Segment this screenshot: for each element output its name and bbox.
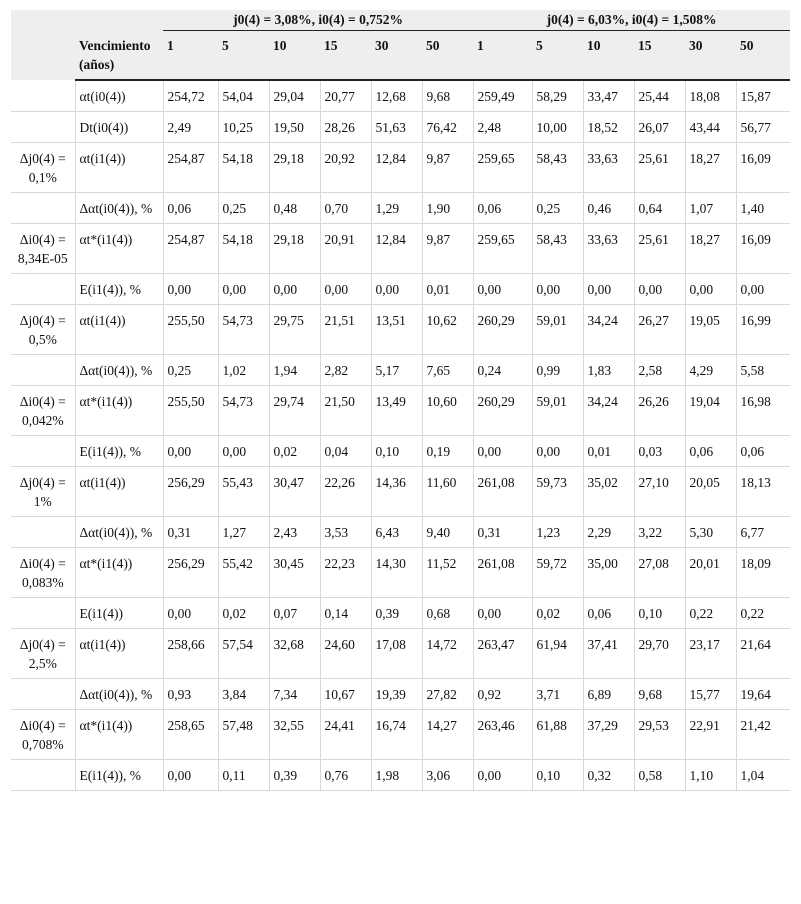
table-row (11, 760, 790, 791)
table-body (11, 80, 790, 791)
value-cell: 54,18 (218, 143, 269, 193)
value-cell: 16,98 (736, 386, 790, 436)
value-cell: 2,43 (269, 517, 320, 548)
table-row (11, 436, 790, 467)
value-cell: 0,02 (269, 436, 320, 467)
value-cell: 0,03 (634, 436, 685, 467)
table-row (11, 629, 790, 679)
value-cell: 28,26 (320, 112, 371, 143)
value-cell: 9,68 (422, 80, 473, 112)
value-cell: 12,84 (371, 224, 422, 274)
scenario-label: Δi0(4) = 0,708% (11, 710, 75, 760)
value-cell: 19,39 (371, 679, 422, 710)
value-cell: 261,08 (473, 467, 532, 517)
value-cell: 263,47 (473, 629, 532, 679)
value-cell: 58,29 (532, 80, 583, 112)
value-cell: 0,14 (320, 598, 371, 629)
value-cell: 259,65 (473, 143, 532, 193)
value-cell: 10,62 (422, 305, 473, 355)
value-cell: 0,99 (532, 355, 583, 386)
value-cell: 22,91 (685, 710, 736, 760)
value-cell: 1,94 (269, 355, 320, 386)
value-cell: 22,23 (320, 548, 371, 598)
value-cell: 11,60 (422, 467, 473, 517)
measure-label: E(i1(4)), % (75, 274, 163, 305)
value-cell: 0,01 (422, 274, 473, 305)
value-cell: 0,00 (163, 436, 218, 467)
scenario-label (11, 274, 75, 305)
value-cell: 0,02 (218, 598, 269, 629)
value-cell: 3,22 (634, 517, 685, 548)
table-row (11, 305, 790, 355)
value-cell: 43,44 (685, 112, 736, 143)
scenario-label (11, 355, 75, 386)
value-cell: 14,30 (371, 548, 422, 598)
value-cell: 3,06 (422, 760, 473, 791)
value-cell: 19,05 (685, 305, 736, 355)
scenario-label: Δj0(4) = 0,5% (11, 305, 75, 355)
table-row (11, 274, 790, 305)
value-cell: 13,49 (371, 386, 422, 436)
value-cell: 6,43 (371, 517, 422, 548)
value-cell: 33,63 (583, 143, 634, 193)
value-cell: 20,91 (320, 224, 371, 274)
value-cell: 0,00 (320, 274, 371, 305)
value-cell: 29,75 (269, 305, 320, 355)
table-row (11, 710, 790, 760)
measure-label: Δαt(i0(4)), % (75, 193, 163, 224)
header-corner (11, 10, 75, 80)
value-cell: 0,00 (532, 436, 583, 467)
value-cell: 0,06 (473, 193, 532, 224)
value-cell: 20,77 (320, 80, 371, 112)
value-cell: 0,76 (320, 760, 371, 791)
value-cell: 256,29 (163, 548, 218, 598)
value-cell: 10,00 (532, 112, 583, 143)
value-cell: 0,00 (473, 274, 532, 305)
value-cell: 19,04 (685, 386, 736, 436)
maturity-col-header: 10 (269, 31, 320, 81)
value-cell: 24,41 (320, 710, 371, 760)
value-cell: 0,00 (685, 274, 736, 305)
value-cell: 5,17 (371, 355, 422, 386)
value-cell: 1,23 (532, 517, 583, 548)
value-cell: 0,25 (532, 193, 583, 224)
value-cell: 258,65 (163, 710, 218, 760)
value-cell: 260,29 (473, 305, 532, 355)
measure-label: αt*(i1(4)) (75, 224, 163, 274)
value-cell: 57,48 (218, 710, 269, 760)
value-cell: 254,87 (163, 224, 218, 274)
value-cell: 11,52 (422, 548, 473, 598)
value-cell: 21,50 (320, 386, 371, 436)
value-cell: 25,61 (634, 143, 685, 193)
value-cell: 37,41 (583, 629, 634, 679)
value-cell: 1,10 (685, 760, 736, 791)
value-cell: 2,82 (320, 355, 371, 386)
table-row (11, 548, 790, 598)
value-cell: 1,07 (685, 193, 736, 224)
group-header-2: j0(4) = 6,03%, i0(4) = 1,508% (473, 10, 790, 31)
value-cell: 29,04 (269, 80, 320, 112)
value-cell: 34,24 (583, 305, 634, 355)
value-cell: 18,13 (736, 467, 790, 517)
value-cell: 18,52 (583, 112, 634, 143)
value-cell: 2,58 (634, 355, 685, 386)
measure-label: αt(i1(4)) (75, 143, 163, 193)
value-cell: 20,05 (685, 467, 736, 517)
table-row (11, 80, 790, 112)
scenario-label (11, 436, 75, 467)
value-cell: 0,64 (634, 193, 685, 224)
value-cell: 14,36 (371, 467, 422, 517)
value-cell: 54,73 (218, 386, 269, 436)
value-cell: 0,92 (473, 679, 532, 710)
value-cell: 16,99 (736, 305, 790, 355)
value-cell: 59,73 (532, 467, 583, 517)
value-cell: 0,19 (422, 436, 473, 467)
value-cell: 30,45 (269, 548, 320, 598)
value-cell: 7,65 (422, 355, 473, 386)
value-cell: 33,47 (583, 80, 634, 112)
maturity-col-header: 50 (422, 31, 473, 81)
value-cell: 29,74 (269, 386, 320, 436)
scenario-label: Δi0(4) = 8,34E-05 (11, 224, 75, 274)
value-cell: 0,32 (583, 760, 634, 791)
measure-label: αt*(i1(4)) (75, 548, 163, 598)
scenario-label (11, 517, 75, 548)
value-cell: 0,00 (473, 598, 532, 629)
table-row (11, 193, 790, 224)
value-cell: 258,66 (163, 629, 218, 679)
value-cell: 10,60 (422, 386, 473, 436)
value-cell: 37,29 (583, 710, 634, 760)
measure-label: E(i1(4)), % (75, 436, 163, 467)
value-cell: 29,18 (269, 143, 320, 193)
value-cell: 54,73 (218, 305, 269, 355)
value-cell: 2,29 (583, 517, 634, 548)
measure-label: αt*(i1(4)) (75, 710, 163, 760)
value-cell: 0,00 (269, 274, 320, 305)
value-cell: 0,00 (473, 760, 532, 791)
value-cell: 0,39 (269, 760, 320, 791)
measure-label: αt(i1(4)) (75, 305, 163, 355)
value-cell: 0,00 (583, 274, 634, 305)
value-cell: 26,07 (634, 112, 685, 143)
value-cell: 5,30 (685, 517, 736, 548)
value-cell: 18,08 (685, 80, 736, 112)
scenario-label (11, 193, 75, 224)
header-spacer (75, 10, 163, 31)
value-cell: 0,00 (218, 274, 269, 305)
measure-label: αt(i1(4)) (75, 629, 163, 679)
measure-label: E(i1(4)) (75, 598, 163, 629)
value-cell: 20,92 (320, 143, 371, 193)
maturity-col-header: 5 (532, 31, 583, 81)
maturity-col-header: 30 (371, 31, 422, 81)
scenario-label: Δj0(4) = 1% (11, 467, 75, 517)
value-cell: 254,87 (163, 143, 218, 193)
value-cell: 0,06 (685, 436, 736, 467)
value-cell: 0,00 (163, 274, 218, 305)
maturity-col-header: 30 (685, 31, 736, 81)
value-cell: 35,02 (583, 467, 634, 517)
value-cell: 0,46 (583, 193, 634, 224)
table-row (11, 679, 790, 710)
value-cell: 58,43 (532, 224, 583, 274)
value-cell: 34,24 (583, 386, 634, 436)
value-cell: 0,10 (371, 436, 422, 467)
vencimiento-header: Vencimiento (años) (75, 31, 163, 81)
value-cell: 18,27 (685, 224, 736, 274)
measure-label: E(i1(4)), % (75, 760, 163, 791)
value-cell: 263,46 (473, 710, 532, 760)
table-row (11, 598, 790, 629)
value-cell: 21,64 (736, 629, 790, 679)
value-cell: 0,48 (269, 193, 320, 224)
value-cell: 1,27 (218, 517, 269, 548)
value-cell: 10,67 (320, 679, 371, 710)
measure-label: Dt(i0(4)) (75, 112, 163, 143)
value-cell: 0,00 (371, 274, 422, 305)
table-header (11, 10, 790, 80)
value-cell: 15,87 (736, 80, 790, 112)
value-cell: 19,50 (269, 112, 320, 143)
value-cell: 30,47 (269, 467, 320, 517)
value-cell: 54,18 (218, 224, 269, 274)
scenario-label (11, 80, 75, 112)
value-cell: 5,58 (736, 355, 790, 386)
value-cell: 0,68 (422, 598, 473, 629)
value-cell: 6,77 (736, 517, 790, 548)
value-cell: 0,58 (634, 760, 685, 791)
value-cell: 19,64 (736, 679, 790, 710)
value-cell: 59,01 (532, 386, 583, 436)
value-cell: 59,72 (532, 548, 583, 598)
value-cell: 16,09 (736, 224, 790, 274)
value-cell: 3,84 (218, 679, 269, 710)
value-cell: 12,84 (371, 143, 422, 193)
value-cell: 0,00 (163, 760, 218, 791)
table-row (11, 143, 790, 193)
value-cell: 9,87 (422, 224, 473, 274)
table-row (11, 467, 790, 517)
value-cell: 55,42 (218, 548, 269, 598)
value-cell: 54,04 (218, 80, 269, 112)
measure-label: αt(i0(4)) (75, 80, 163, 112)
value-cell: 0,06 (163, 193, 218, 224)
value-cell: 0,00 (163, 598, 218, 629)
value-cell: 29,53 (634, 710, 685, 760)
maturity-col-header: 15 (320, 31, 371, 81)
value-cell: 0,24 (473, 355, 532, 386)
value-cell: 58,43 (532, 143, 583, 193)
value-cell: 0,31 (163, 517, 218, 548)
value-cell: 24,60 (320, 629, 371, 679)
table-row (11, 355, 790, 386)
value-cell: 27,08 (634, 548, 685, 598)
value-cell: 26,27 (634, 305, 685, 355)
value-cell: 14,72 (422, 629, 473, 679)
value-cell: 0,25 (218, 193, 269, 224)
value-cell: 16,09 (736, 143, 790, 193)
value-cell: 259,65 (473, 224, 532, 274)
value-cell: 61,88 (532, 710, 583, 760)
value-cell: 0,70 (320, 193, 371, 224)
value-cell: 10,25 (218, 112, 269, 143)
value-cell: 0,25 (163, 355, 218, 386)
maturity-col-header: 1 (473, 31, 532, 81)
value-cell: 1,04 (736, 760, 790, 791)
value-cell: 35,00 (583, 548, 634, 598)
maturity-col-header: 15 (634, 31, 685, 81)
value-cell: 254,72 (163, 80, 218, 112)
maturity-col-header: 50 (736, 31, 790, 81)
measure-label: αt*(i1(4)) (75, 386, 163, 436)
value-cell: 261,08 (473, 548, 532, 598)
scenario-label: Δi0(4) = 0,042% (11, 386, 75, 436)
value-cell: 16,74 (371, 710, 422, 760)
value-cell: 25,61 (634, 224, 685, 274)
scenario-label (11, 112, 75, 143)
value-cell: 0,06 (583, 598, 634, 629)
value-cell: 0,22 (736, 598, 790, 629)
measure-label: αt(i1(4)) (75, 467, 163, 517)
value-cell: 14,27 (422, 710, 473, 760)
value-cell: 0,00 (532, 274, 583, 305)
value-cell: 0,04 (320, 436, 371, 467)
value-cell: 22,26 (320, 467, 371, 517)
value-cell: 2,48 (473, 112, 532, 143)
value-cell: 256,29 (163, 467, 218, 517)
scenario-label: Δj0(4) = 0,1% (11, 143, 75, 193)
value-cell: 0,10 (532, 760, 583, 791)
value-cell: 0,22 (685, 598, 736, 629)
value-cell: 7,34 (269, 679, 320, 710)
value-cell: 0,00 (736, 274, 790, 305)
value-cell: 21,51 (320, 305, 371, 355)
value-cell: 1,02 (218, 355, 269, 386)
value-cell: 1,40 (736, 193, 790, 224)
maturity-col-header: 10 (583, 31, 634, 81)
measure-label: Δαt(i0(4)), % (75, 679, 163, 710)
group-header-1: j0(4) = 3,08%, i0(4) = 0,752% (163, 10, 473, 31)
scenario-label: Δj0(4) = 2,5% (11, 629, 75, 679)
value-cell: 27,10 (634, 467, 685, 517)
value-cell: 21,42 (736, 710, 790, 760)
value-cell: 18,27 (685, 143, 736, 193)
value-cell: 4,29 (685, 355, 736, 386)
value-cell: 0,00 (634, 274, 685, 305)
value-cell: 32,55 (269, 710, 320, 760)
value-cell: 25,44 (634, 80, 685, 112)
measure-label: Δαt(i0(4)), % (75, 355, 163, 386)
value-cell: 1,90 (422, 193, 473, 224)
value-cell: 0,39 (371, 598, 422, 629)
value-cell: 0,10 (634, 598, 685, 629)
value-cell: 0,00 (473, 436, 532, 467)
scenario-label (11, 598, 75, 629)
table-row (11, 517, 790, 548)
value-cell: 1,29 (371, 193, 422, 224)
value-cell: 0,31 (473, 517, 532, 548)
value-cell: 55,43 (218, 467, 269, 517)
value-cell: 259,49 (473, 80, 532, 112)
value-cell: 1,98 (371, 760, 422, 791)
value-cell: 0,01 (583, 436, 634, 467)
value-cell: 6,89 (583, 679, 634, 710)
value-cell: 1,83 (583, 355, 634, 386)
value-cell: 9,87 (422, 143, 473, 193)
value-cell: 20,01 (685, 548, 736, 598)
maturity-col-header: 5 (218, 31, 269, 81)
value-cell: 0,00 (218, 436, 269, 467)
value-cell: 57,54 (218, 629, 269, 679)
value-cell: 59,01 (532, 305, 583, 355)
value-cell: 15,77 (685, 679, 736, 710)
value-cell: 0,11 (218, 760, 269, 791)
table-row (11, 112, 790, 143)
value-cell: 255,50 (163, 305, 218, 355)
scenario-label: Δi0(4) = 0,083% (11, 548, 75, 598)
maturity-col-header: 1 (163, 31, 218, 81)
value-cell: 12,68 (371, 80, 422, 112)
value-cell: 3,71 (532, 679, 583, 710)
value-cell: 0,07 (269, 598, 320, 629)
value-cell: 260,29 (473, 386, 532, 436)
value-cell: 32,68 (269, 629, 320, 679)
value-cell: 2,49 (163, 112, 218, 143)
value-cell: 76,42 (422, 112, 473, 143)
value-cell: 18,09 (736, 548, 790, 598)
value-cell: 61,94 (532, 629, 583, 679)
value-cell: 23,17 (685, 629, 736, 679)
measure-label: Δαt(i0(4)), % (75, 517, 163, 548)
value-cell: 3,53 (320, 517, 371, 548)
value-cell: 9,68 (634, 679, 685, 710)
value-cell: 33,63 (583, 224, 634, 274)
sensitivity-table (11, 10, 790, 791)
table-row (11, 224, 790, 274)
value-cell: 17,08 (371, 629, 422, 679)
scenario-label (11, 679, 75, 710)
value-cell: 9,40 (422, 517, 473, 548)
value-cell: 29,70 (634, 629, 685, 679)
value-cell: 0,02 (532, 598, 583, 629)
value-cell: 13,51 (371, 305, 422, 355)
value-cell: 29,18 (269, 224, 320, 274)
value-cell: 51,63 (371, 112, 422, 143)
value-cell: 255,50 (163, 386, 218, 436)
value-cell: 0,93 (163, 679, 218, 710)
value-cell: 0,06 (736, 436, 790, 467)
value-cell: 27,82 (422, 679, 473, 710)
value-cell: 56,77 (736, 112, 790, 143)
value-cell: 26,26 (634, 386, 685, 436)
scenario-label (11, 760, 75, 791)
table-row (11, 386, 790, 436)
